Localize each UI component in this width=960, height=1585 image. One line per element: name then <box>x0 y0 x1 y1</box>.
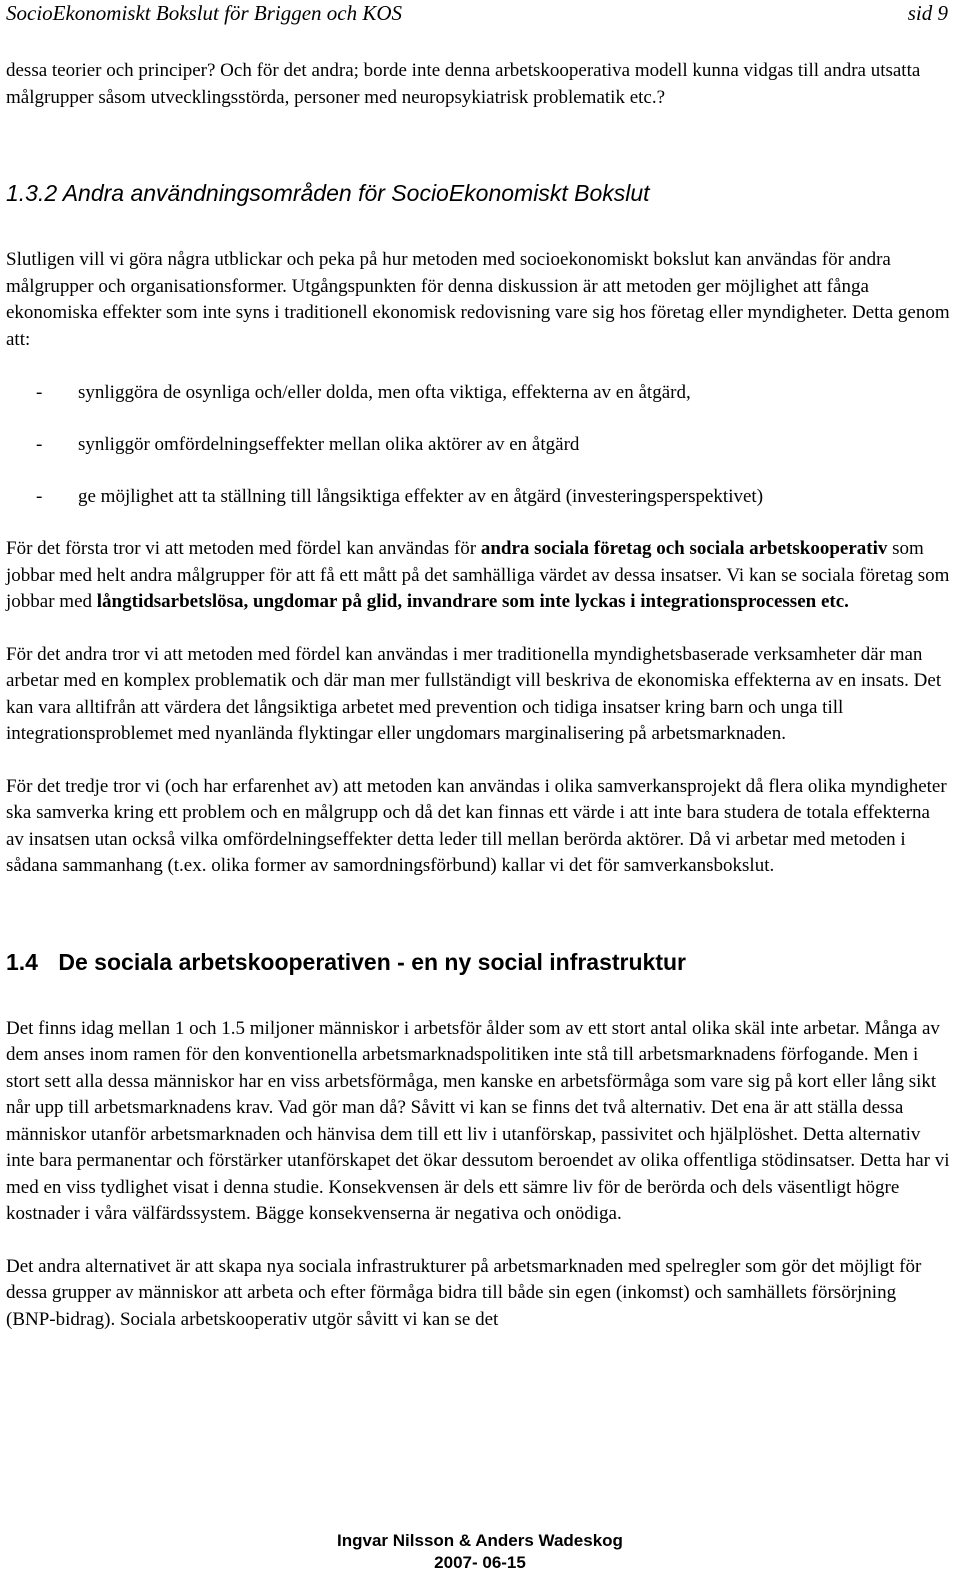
list-item-text: ge möjlighet att ta ställning till långsiktiga effekter av en åtgärd (investeringsperspektivet) <box>78 486 764 507</box>
intro-paragraph: dessa teorier och principer? Och för det andra; borde inte denna arbetskooperativa modell kunna vidgas till andra utsatta målgrupper såsom utvecklingsstörda, personer med neuropsykiatrisk problematik etc.? <box>6 60 921 108</box>
forsta-text-1: För det första tror vi att metoden med fördel kan användas för <box>6 538 481 559</box>
list-item <box>6 484 950 510</box>
forsta-paragraph <box>6 536 950 616</box>
tredje-paragraph: För det tredje tror vi (och har erfarenhet av) att metoden kan användas i olika samverkansprojekt då flera olika myndigheter ska samverka kring ett problem och en målgrupp och då det kan finnas ett värde i att inte bara studera de totala effekterna av insatsen utan också vilka omfördelningseffekter detta leder till mellan berörda aktörer. Då vi arbetar med metoden i sådana sammanhang (t.ex. olika former av samordningsförbund) kallar vi det för samverkansbokslut. <box>6 775 947 876</box>
section-heading-1-4 <box>6 948 950 976</box>
page-header <box>6 0 948 28</box>
page-footer <box>0 1530 960 1574</box>
list-item <box>6 380 950 406</box>
forsta-bold-1: andra sociala företag och sociala arbetskooperativ <box>480 538 888 559</box>
section-title: De sociala arbetskooperativen - en ny social infrastruktur <box>58 948 686 975</box>
section-title: Andra användningsområden för SocioEkonomiskt Bokslut <box>62 180 650 206</box>
forsta-bold-2: långtidsarbetslösa, ungdomar på glid, invandrare som inte lyckas i integrationsprocessen etc. <box>96 591 849 612</box>
slutligen-paragraph: Slutligen vill vi göra några utblickar och peka på hur metoden med socioekonomiskt bokslut kan användas för andra målgrupper och organisationsformer. Utgångspunkten för denna diskussion är att metoden ger möjlighet att fånga ekonomiska effekter som inte syns i traditionell ekonomisk redovisning vare sig hos företag eller myndigheter. Detta genom att: <box>6 249 950 350</box>
dash-marker: - <box>36 434 43 455</box>
document-body <box>6 58 950 1333</box>
section-heading-1-3-2 <box>6 179 950 207</box>
header-title: SocioEkonomiskt Bokslut för Briggen och KOS <box>6 1 403 25</box>
andra-paragraph: För det andra tror vi att metoden med fördel kan användas i mer traditionella myndighetsbaserade verksamheter där man arbetar med en komplex problematik och där man mer fullständigt vill beskriva de ekonomiska effekterna av en insats. Det kan vara alltifrån att värdera det långsiktiga arbetet med prevention och tidiga insatser kring barn och unga till integrationsproblemet med nyanlända flyktingar eller ungdomars marginalisering på arbetsmarknaden. <box>6 643 942 744</box>
dash-marker: - <box>36 486 43 507</box>
list-item-text: synliggör omfördelningseffekter mellan olika aktörer av en åtgärd <box>78 434 580 455</box>
section-number: 1.3.2 <box>6 180 58 206</box>
list-item-text: synliggöra de osynliga och/eller dolda, men ofta viktiga, effekterna av en åtgärd, <box>78 382 691 403</box>
forsta-text-2: som jobbar med helt andra målgrupper för att få ett mått på det samhälliga värdet av dessa insatser. Vi kan se sociala företag som jobbar med <box>6 538 950 612</box>
footer-authors: Ingvar Nilsson & Anders Wadeskog <box>337 1531 623 1550</box>
effects-list <box>6 380 950 510</box>
list-item <box>6 432 950 458</box>
section-number: 1.4 <box>6 948 38 975</box>
footer-date: 2007- 06-15 <box>434 1553 526 1572</box>
page-number: sid 9 <box>907 1 948 25</box>
finns-paragraph: Det finns idag mellan 1 och 1.5 miljoner människor i arbetsför ålder som av ett stort antal olika skäl inte arbetar. Många av dem anses inom ramen för den konventionella arbetsmarknadspolitiken inte stå till arbetsmarknadens förfogande. Men i stort sett alla dessa människor har en viss arbetsförmåga, men kanske en arbetsförmåga som vare sig på kort eller lång sikt når upp till arbetsmarknadens krav. Vad gör man då? Såvitt vi kan se finns det två alternativ. Det ena är att ställa dessa människor utanför arbetsmarknaden och hänvisa dem till ett liv i utanförskap, passivitet och hjälplöshet. Detta alternativ inte bara permanentar och förstärker utanförskapet det ökar dessutom beroendet av olika offentliga stödinsatser. Detta har vi med en viss tydlighet visat i denna studie. Konsekvensen är dels ett sämre liv för de berörda och dels väsentligt högre kostnader i våra välfärdssystem. Bägge konsekvenserna är negativa och onödiga. <box>6 1017 950 1224</box>
alternativ-paragraph: Det andra alternativet är att skapa nya sociala infrastrukturer på arbetsmarknaden med spelregler som gör det möjligt för dessa grupper av människor att arbeta och efter förmåga bidra till både sin egen (inkomst) och samhällets försörjning (BNP-bidrag). Sociala arbetskooperativ utgör såvitt vi kan se det <box>6 1255 922 1330</box>
dash-marker: - <box>36 382 43 403</box>
